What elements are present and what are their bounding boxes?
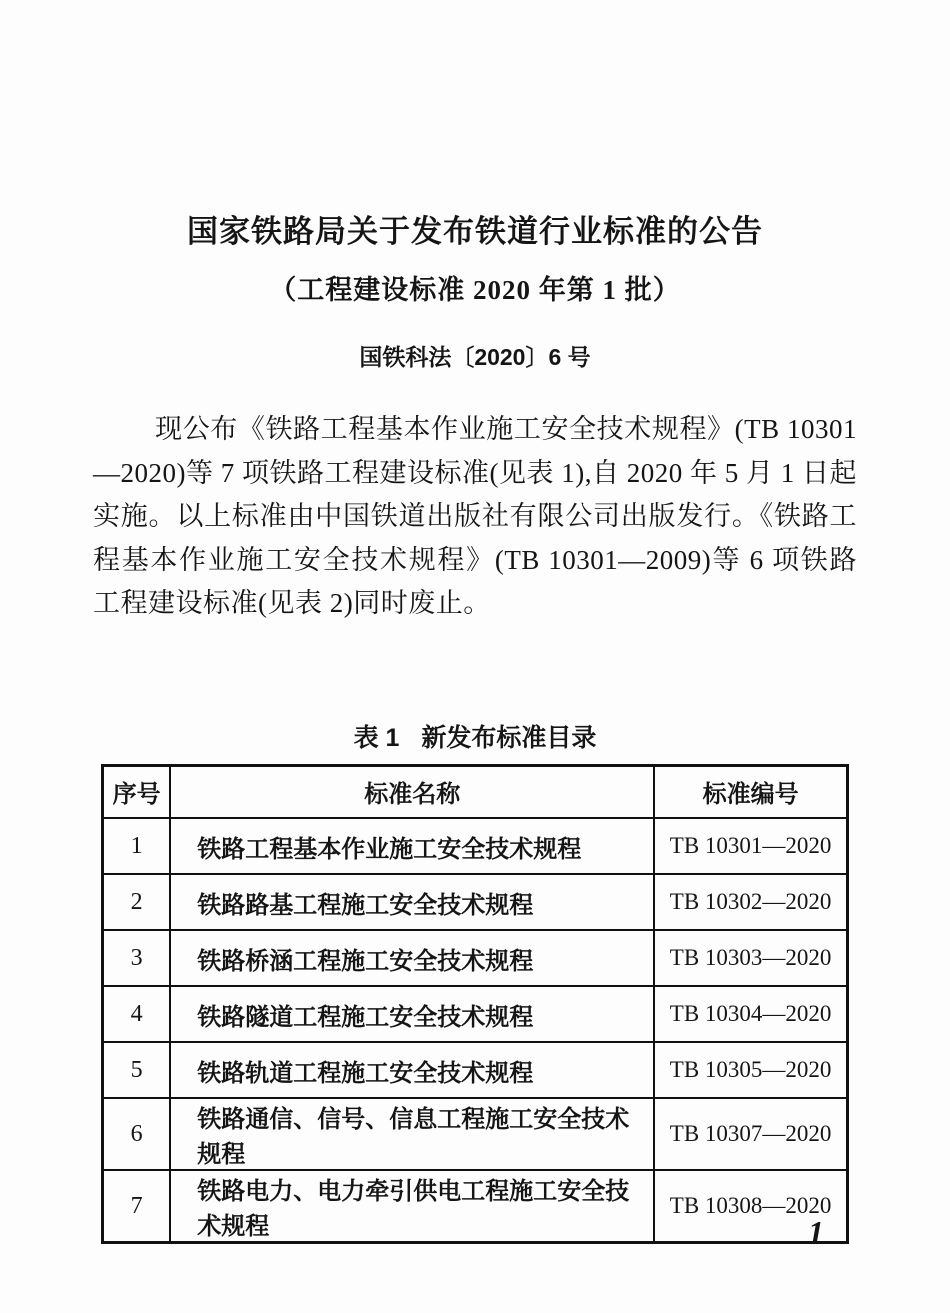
standards-table: [101, 764, 849, 1245]
row-standard-code: TB 10302—2020: [654, 874, 847, 930]
row-standard-code: TB 10305—2020: [654, 1042, 847, 1098]
table-row: [103, 874, 848, 930]
row-standard-code: TB 10303—2020: [654, 930, 847, 986]
row-seq: 6: [103, 1098, 171, 1170]
table-row: [103, 1042, 848, 1098]
header-name: 标准名称: [170, 765, 654, 818]
table-row: [103, 986, 848, 1042]
row-seq: 1: [103, 818, 171, 874]
table-header-row: [103, 765, 848, 818]
row-seq: 4: [103, 986, 171, 1042]
row-standard-code: TB 10308—2020: [654, 1170, 847, 1243]
document-subtitle: （工程建设标准 2020 年第 1 批）: [269, 275, 681, 305]
row-standard-code: TB 10304—2020: [654, 986, 847, 1042]
table-row: [103, 1098, 848, 1170]
document-number: 国铁科法〔2020〕6 号: [359, 344, 591, 370]
row-standard-name: 铁路桥涵工程施工安全技术规程: [170, 930, 654, 986]
row-standard-name: 铁路电力、电力牵引供电工程施工安全技术规程: [170, 1170, 654, 1243]
header-code: 标准编号: [654, 765, 847, 818]
page-number: 1: [808, 1214, 824, 1250]
row-standard-name: 铁路隧道工程施工安全技术规程: [170, 986, 654, 1042]
row-standard-code: TB 10301—2020: [654, 818, 847, 874]
table-caption-label: 表 1: [353, 723, 400, 752]
row-seq: 7: [103, 1170, 171, 1243]
table-row: [103, 930, 848, 986]
table-caption-text: 新发布标准目录: [421, 723, 597, 752]
table-row: [103, 818, 848, 874]
header-seq: 序号: [103, 765, 171, 818]
table-row: [103, 1170, 848, 1243]
row-standard-name: 铁路路基工程施工安全技术规程: [170, 874, 654, 930]
row-standard-name: 铁路工程基本作业施工安全技术规程: [170, 818, 654, 874]
row-seq: 2: [103, 874, 171, 930]
document-title: 国家铁路局关于发布铁道行业标准的公告: [187, 214, 763, 249]
row-standard-name: 铁路轨道工程施工安全技术规程: [170, 1042, 654, 1098]
row-standard-name: 铁路通信、信号、信息工程施工安全技术规程: [170, 1098, 654, 1170]
row-standard-code: TB 10307—2020: [654, 1098, 847, 1170]
row-seq: 5: [103, 1042, 171, 1098]
body-paragraph: 现公布《铁路工程基本作业施工安全技术规程》(TB 10301—2020)等 7 项铁路工程建设标准(见表 1),自 2020 年 5 月 1 日起实施。以上标准由中国铁道出版社有限公司出版发行。《铁路工程基本作业施工安全技术规程》(TB 10301—2009)等 6 项铁路工程建设标准(见表 2)同时废止。: [93, 414, 857, 618]
table-caption: [0, 718, 950, 754]
row-seq: 3: [103, 930, 171, 986]
